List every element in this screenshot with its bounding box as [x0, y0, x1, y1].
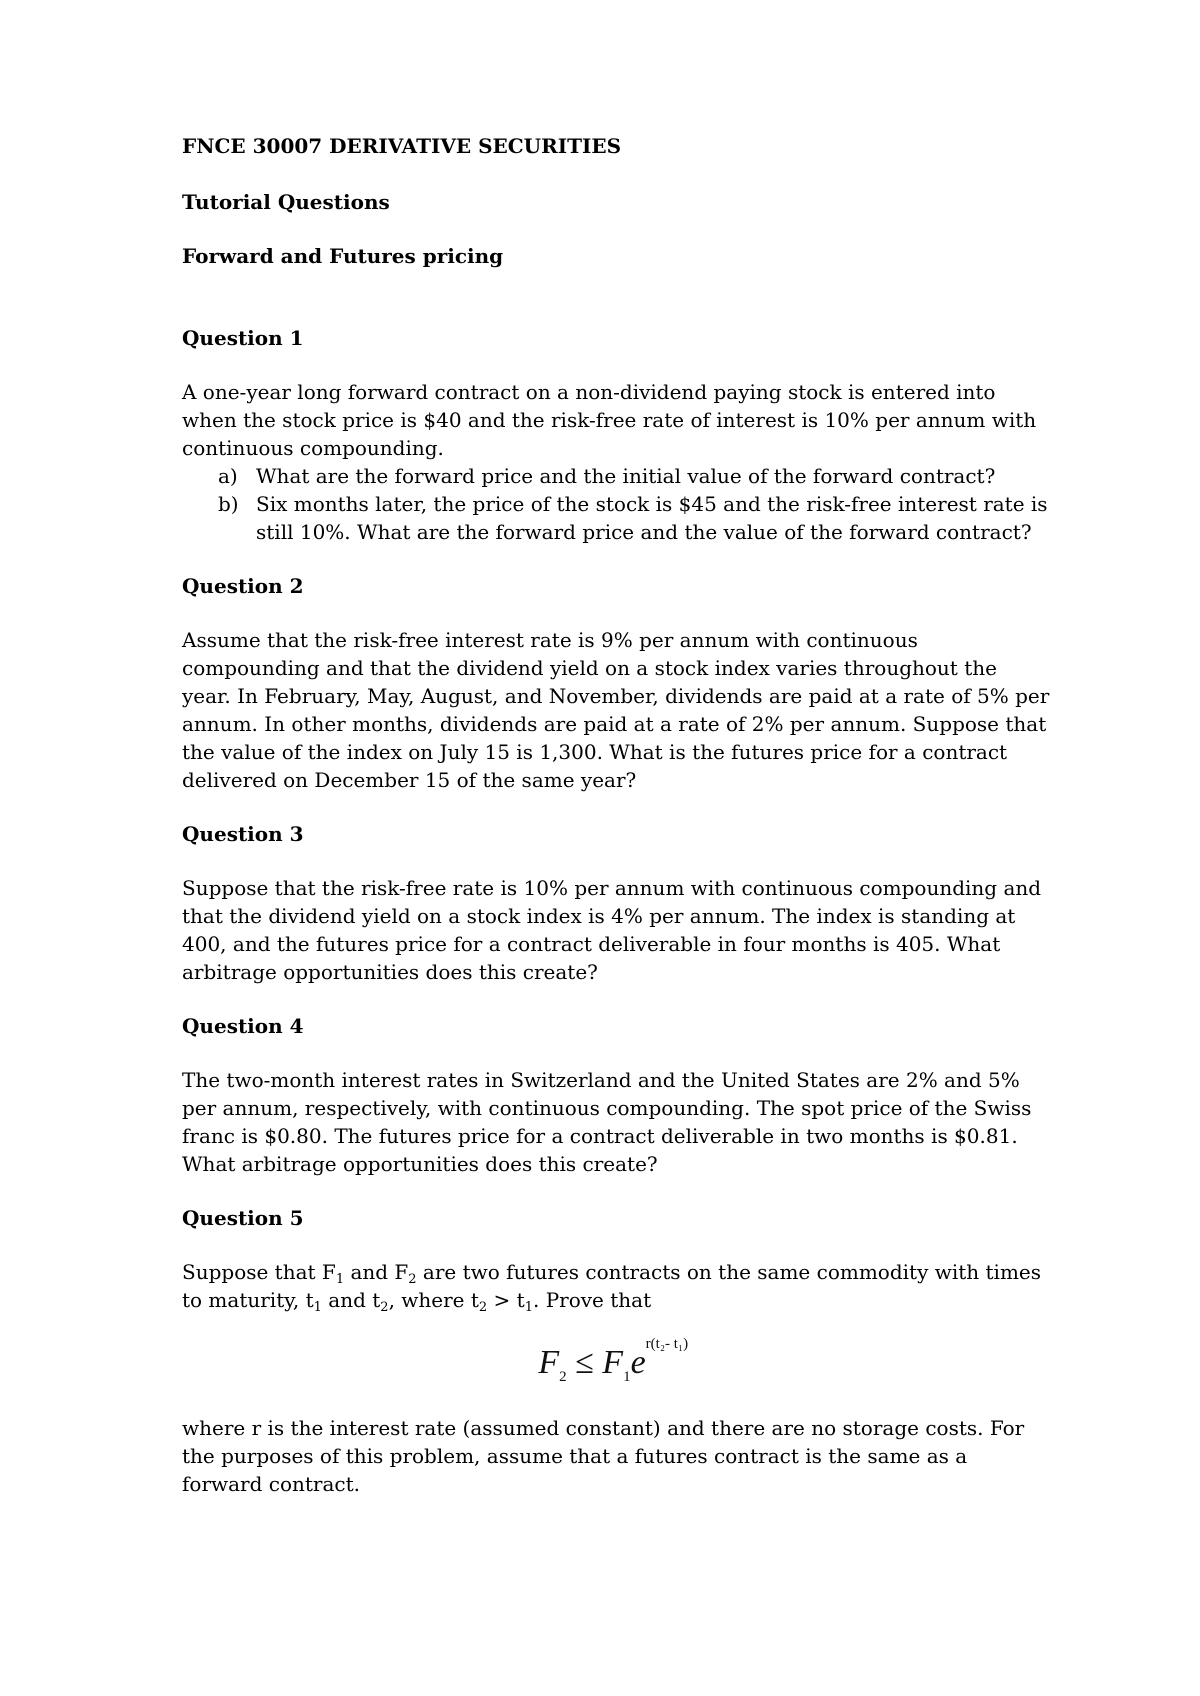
subpart-b — [182, 490, 1052, 546]
subpart-text: Six months later, the price of the stock is $45 and the risk-free interest rate is still 10%. What are the forward price and the value of the forward contract? — [256, 492, 1048, 544]
body-text: are two futures contracts on the same commodity with times to maturity, t — [182, 1260, 1042, 1312]
subscript: 2 — [408, 1272, 417, 1287]
formula-operator: ≤ — [566, 1344, 603, 1381]
question-3 — [182, 820, 1052, 986]
formula-exponent: r(t₂- t₁) — [645, 1336, 689, 1352]
question-title: Question 5 — [182, 1206, 304, 1230]
question-title: Question 2 — [182, 574, 304, 598]
question-body: Assume that the risk-free interest rate is 9% per annum with continuous compounding and that the dividend yield on a stock index varies throughout the year. In February, May, August, and November, dividends are paid at a rate of 5% per annum. In other months, dividends are paid at a rate of 2% per annum. Suppose that the value of the index on July 15 is 1,300. What is the futures price for a contract delivered on December 15 of the same year? — [182, 628, 1050, 792]
question-body: The two-month interest rates in Switzerland and the United States are 2% and 5% per annum, respectively, with continuous compounding. The spot price of the Swiss franc is $0.80. The futures price for a contract deliverable in two months is $0.81. What arbitrage opportunities does this create? — [182, 1068, 1032, 1176]
subscript: 2 — [380, 1300, 389, 1315]
formula-rhs: F — [602, 1344, 624, 1381]
question-4 — [182, 1012, 1052, 1178]
document-page — [182, 132, 1052, 1524]
subpart-marker: b) — [218, 492, 239, 516]
document-topic: Forward and Futures pricing — [182, 244, 504, 268]
formula — [182, 1338, 1052, 1388]
subpart-text: What are the forward price and the initial value of the forward contract? — [256, 464, 996, 488]
formula-exponential-base: e — [630, 1344, 646, 1381]
body-text: and t — [321, 1288, 381, 1312]
formula-lhs: F — [538, 1344, 560, 1381]
subscript: 1 — [313, 1300, 322, 1315]
body-text: Suppose that F — [182, 1260, 336, 1284]
subscript: 1 — [524, 1300, 533, 1315]
question-title: Question 4 — [182, 1014, 304, 1038]
question-5 — [182, 1204, 1052, 1498]
question-1 — [182, 324, 1052, 546]
body-text: > t — [487, 1288, 525, 1312]
formula-expression — [538, 1338, 695, 1402]
course-title: FNCE 30007 DERIVATIVE SECURITIES — [182, 134, 622, 158]
question-title: Question 3 — [182, 822, 304, 846]
formula-lhs-subscript: 2 — [559, 1369, 567, 1385]
question-body — [182, 1258, 1052, 1314]
document-subtitle: Tutorial Questions — [182, 190, 390, 214]
question-body: A one-year long forward contract on a non-dividend paying stock is entered into when the stock price is $40 and the risk-free rate of interest is 10% per annum with continuous compounding. — [182, 380, 1037, 460]
question-title: Question 1 — [182, 326, 304, 350]
subscript: 1 — [335, 1272, 345, 1287]
subpart-a — [182, 462, 1052, 490]
subscript: 2 — [478, 1300, 488, 1315]
question-body: Suppose that the risk-free rate is 10% per annum with continuous compounding and that the dividend yield on a stock index is 4% per annum. The index is standing at 400, and the futures price for a contract deliverable in four months is 405. What arbitrage opportunities does this create? — [182, 876, 1042, 984]
question-subparts — [182, 462, 1052, 546]
formula-rhs-subscript: 1 — [623, 1369, 631, 1385]
question-2 — [182, 572, 1052, 794]
body-text: , where t — [388, 1288, 479, 1312]
subpart-marker: a) — [218, 464, 238, 488]
body-text: and F — [344, 1260, 409, 1284]
question-closing: where r is the interest rate (assumed constant) and there are no storage costs. For the purposes of this problem, assume that a futures contract is the same as a forward contract. — [182, 1416, 1025, 1496]
body-text: . Prove that — [532, 1288, 652, 1312]
